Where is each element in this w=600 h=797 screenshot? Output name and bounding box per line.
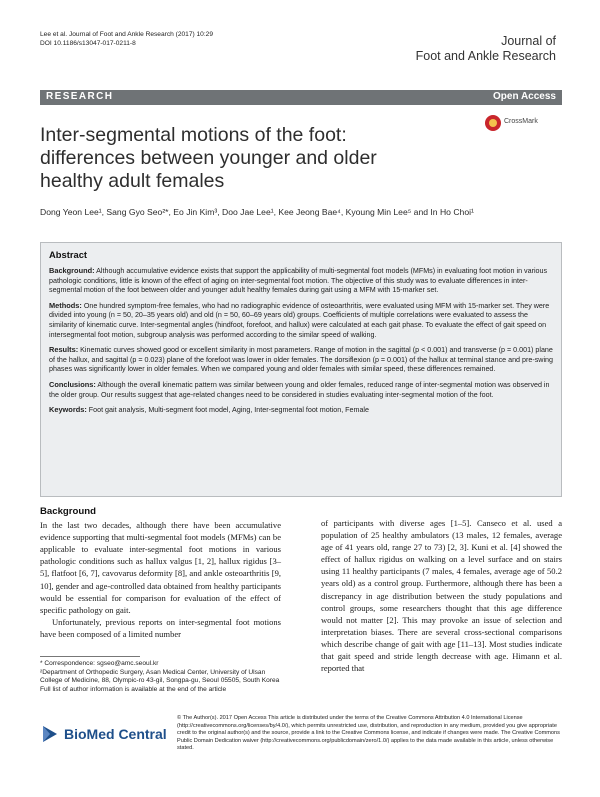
abstract-methods bbox=[49, 301, 553, 340]
abstract-heading: Abstract bbox=[49, 249, 88, 260]
biomed-central-logo-icon bbox=[40, 724, 60, 744]
crossmark-badge[interactable] bbox=[485, 114, 565, 134]
affiliation-footnote: ²Department of Orthopedic Surgery, Asan Medical Center, University of Ulsan College of Medicine, 88, Olympic-ro 43-gil, Songpa-gu, Seoul 05505, South Korea bbox=[40, 668, 280, 684]
article-type-label: RESEARCH bbox=[46, 91, 114, 102]
section-label: Keywords: bbox=[49, 405, 87, 415]
section-text: Foot gait analysis, Multi-segment foot model, Aging, Inter-segmental foot motion, Female bbox=[86, 406, 369, 415]
body-column-left bbox=[40, 502, 281, 640]
publisher-logo bbox=[40, 720, 180, 750]
article-type-band bbox=[40, 90, 562, 105]
background-heading: Background bbox=[40, 506, 96, 517]
journal-name-line1: Journal of bbox=[501, 34, 556, 48]
abstract-conclusions bbox=[49, 380, 553, 400]
footnotes bbox=[40, 660, 280, 694]
body-paragraph: Unfortunately, previous reports on inter-segmental foot motions have been composed of a limited number bbox=[40, 616, 281, 639]
abstract-background bbox=[49, 266, 553, 296]
journal-name-line2: Foot and Ankle Research bbox=[415, 49, 556, 63]
correspondence-footnote: * Correspondence: sgseo@amc.seoul.kr bbox=[40, 660, 159, 667]
author-list: Dong Yeon Lee¹, Sang Gyo Seo²*, Eo Jin Kim³, Doo Jae Lee¹, Kee Jeong Bae⁴, Kyoung Min Lee⁵ and In Ho Choi¹ bbox=[40, 207, 474, 217]
author-info-footnote: Full list of author information is available at the end of the article bbox=[40, 685, 227, 693]
body-paragraph: of participants with diverse ages [1–5]. Canseco et al. used a population of 25 healthy ambulators (13 males, 12 females, average age of 41 years old, range 27 to 73) [2, 3]. Kuni et al. [4] showed the effect of hallux rigidus on walking on a level surface and on stairs using 11 healthy participants (7 males, 4 females, average age of 50.2 years old) as a control group. Furthermore, although there has been a discrepancy in age distribution between the study populations and control groups, some researchers thought that this age difference would not matter [2]. This may provoke an issue of selection and interpretation biases. There are several cross-sectional comparisons which describe change of gait with age [11–13]. Most studies indicate that gait speed and stride length decrease with age. Himann et al. reported that bbox=[321, 518, 562, 674]
crossmark-icon bbox=[485, 115, 501, 131]
crossmark-label: CrossMark bbox=[504, 118, 538, 125]
open-access-label: Open Access bbox=[493, 91, 556, 102]
section-label: Methods: bbox=[49, 300, 82, 310]
abstract-keywords bbox=[49, 405, 553, 416]
section-text: Kinematic curves showed good or excellent similarity in most parameters. Range of motion in the sagittal (p < 0.001) and transverse (p = 0.001) plane of the hallux, and sagittal (p = 0.023) plane of the forefoot was lower in older females. The dorsiflexion (p = 0.001) of the hallux at terminal stance and pre-swing phases was significantly lower in older females. When we compared young and older females with similar speed, these differences remained. bbox=[49, 346, 553, 374]
publisher-name: BioMed Central bbox=[64, 726, 167, 742]
body-column-right bbox=[321, 517, 562, 674]
abstract-box bbox=[40, 242, 562, 497]
body-paragraph: In the last two decades, although there have been accumulative evidence supporting that multi-segmental foot models (MFMs) can be applicable to evaluate inter-segmental foot motions in various pathologic conditions such as hallux valgus [1, 2], hallux rigidus [3–5], flatfoot [6, 7], cavovarus deformity [8], and ankle osteoarthritis [9, 10], gender and age-controlled data obtained from healthy participants would be essential for comparison for evaluation of the effect of specific pathology on gait. bbox=[40, 520, 281, 615]
license-statement: © The Author(s). 2017 Open Access This article is distributed under the terms of the Creative Commons Attribution 4.0 International License (http://creativecommons.org/licenses/by/4.0/), which permits unrestricted use, distribution, and reproduction in any medium, provided you give appropriate credit to the original author(s) and the source, provide a link to the Creative Commons license, and indicate if changes were made. The Creative Commons Public Domain Dedication waiver (http://creativecommons.org/publicdomain/zero/1.0/) applies to the data made available in this article, unless otherwise stated. bbox=[177, 715, 560, 752]
abstract-results bbox=[49, 345, 553, 375]
section-label: Conclusions: bbox=[49, 379, 96, 389]
footnote-divider bbox=[40, 656, 140, 657]
doi-line: DOI 10.1186/s13047-017-0211-8 bbox=[40, 40, 136, 47]
journal-name bbox=[416, 34, 556, 64]
section-text: Although the overall kinematic pattern was similar between young and older females, reduced range of inter-segmental motion was observed in the older group. Our results suggest that age-related changes need to be considered in studies evaluating inter-segmental motion of the foot. bbox=[49, 380, 550, 399]
citation-line: Lee et al. Journal of Foot and Ankle Research (2017) 10:29 bbox=[40, 31, 214, 38]
section-label: Background: bbox=[49, 266, 95, 275]
section-text: One hundred symptom-free females, who had no radiographic evidence of osteoarthritis, were evaluated using MFM with 15-marker set. They were divided into young (n = 50, 20–35 years old) and old (n = 50, 60–69 years old) groups. Coefficients of multiple correlations were evaluated to assess the similarity of kinematic curve. Inter-segmental angles (hindfoot, forefoot, and hallux) were calculated at each gait phase. To evaluate the effect of gait speed on intersegmental foot motion, subgroup analysis was performed according to the similar speed of walking. bbox=[49, 301, 550, 339]
section-text: Although accumulative evidence exists that support the applicability of multi-segmental foot models (MFMs) in evaluating foot motion in various pathologic conditions, little is known of the effect of aging on inter-segmental foot motion. The objective of this study was to evaluate differences in inter-segmental motion of the foot between older and younger adult healthy females during gait using a MFM with 15-marker set. bbox=[49, 267, 548, 295]
section-label: Results: bbox=[49, 345, 79, 355]
citation-header bbox=[40, 30, 213, 48]
article-title: Inter-segmental motions of the foot: differences between younger and older healthy adult females bbox=[40, 124, 377, 192]
